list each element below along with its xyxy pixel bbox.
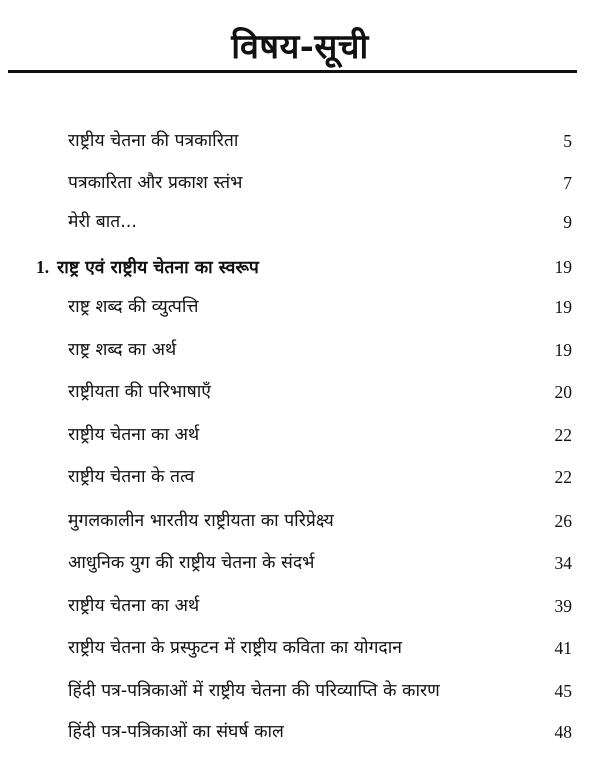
toc-entry-label: राष्ट्रीय चेतना के प्रस्फुटन में राष्ट्रीय कविता का योगदान bbox=[68, 638, 402, 658]
chapter-number: 1. bbox=[36, 257, 50, 277]
toc-entry-label: राष्ट्रीय चेतना की पत्रकारिता bbox=[68, 131, 239, 151]
toc-entry bbox=[0, 290, 600, 324]
toc-entry-page: 48 bbox=[554, 722, 572, 742]
toc-entry bbox=[0, 166, 600, 200]
toc-entry bbox=[0, 674, 600, 708]
toc-entry bbox=[0, 124, 600, 158]
toc-entry-label: राष्ट्रीयता की परिभाषाएँ bbox=[68, 382, 211, 402]
toc-entry-label: राष्ट्रीय चेतना का अर्थ bbox=[68, 596, 200, 616]
toc-entry-page: 5 bbox=[563, 131, 572, 151]
title-underline bbox=[8, 70, 577, 73]
toc-entry bbox=[0, 715, 600, 749]
toc-entry-page: 19 bbox=[554, 257, 572, 277]
toc-entry-label: राष्ट्रीय चेतना का अर्थ bbox=[68, 425, 200, 445]
toc-entry-page: 41 bbox=[554, 638, 572, 658]
toc-entry-page: 22 bbox=[554, 467, 572, 487]
toc-entry bbox=[0, 418, 600, 452]
toc-entry-page: 19 bbox=[554, 297, 572, 317]
toc-entry-label: आधुनिक युग की राष्ट्रीय चेतना के संदर्भ bbox=[68, 553, 315, 573]
toc-entry-label: पत्रकारिता और प्रकाश स्तंभ bbox=[68, 173, 243, 193]
toc-entry bbox=[0, 546, 600, 580]
toc-entry-page: 22 bbox=[554, 425, 572, 445]
toc-entry-label: हिंदी पत्र-पत्रिकाओं का संघर्ष काल bbox=[68, 722, 284, 742]
toc-entry-page: 19 bbox=[554, 340, 572, 360]
toc-chapter-label bbox=[36, 250, 259, 285]
toc-entry bbox=[0, 460, 600, 494]
toc-entry-label: मुगलकालीन भारतीय राष्ट्रीयता का परिप्रेक्ष्य bbox=[68, 511, 334, 531]
toc-entry-page: 45 bbox=[554, 681, 572, 701]
toc-entry bbox=[0, 504, 600, 538]
toc-entry-page: 39 bbox=[554, 596, 572, 616]
toc-entry-page: 9 bbox=[563, 212, 572, 232]
toc-entry-label: हिंदी पत्र-पत्रिकाओं में राष्ट्रीय चेतना की परिव्याप्ति के कारण bbox=[68, 681, 440, 701]
chapter-title: राष्ट्र एवं राष्ट्रीय चेतना का स्वरूप bbox=[57, 258, 259, 278]
toc-entry bbox=[0, 333, 600, 367]
toc-entry-page: 7 bbox=[563, 173, 572, 193]
toc-entry-label: मेरी बात... bbox=[68, 212, 137, 232]
page-title: विषय-सूची bbox=[231, 27, 369, 67]
toc-entry bbox=[0, 631, 600, 665]
toc-entry bbox=[0, 205, 600, 239]
toc-entry-page: 34 bbox=[554, 553, 572, 573]
toc-entry-label: राष्ट्रीय चेतना के तत्व bbox=[68, 467, 195, 487]
toc-entry-label: राष्ट्र शब्द का अर्थ bbox=[68, 340, 177, 360]
toc-entry-page: 20 bbox=[554, 382, 572, 402]
toc-entry bbox=[0, 375, 600, 409]
toc-chapter-entry bbox=[0, 250, 600, 284]
toc-entry bbox=[0, 589, 600, 623]
toc-entry-label: राष्ट्र शब्द की व्युत्पत्ति bbox=[68, 297, 199, 317]
toc-entry-page: 26 bbox=[554, 511, 572, 531]
